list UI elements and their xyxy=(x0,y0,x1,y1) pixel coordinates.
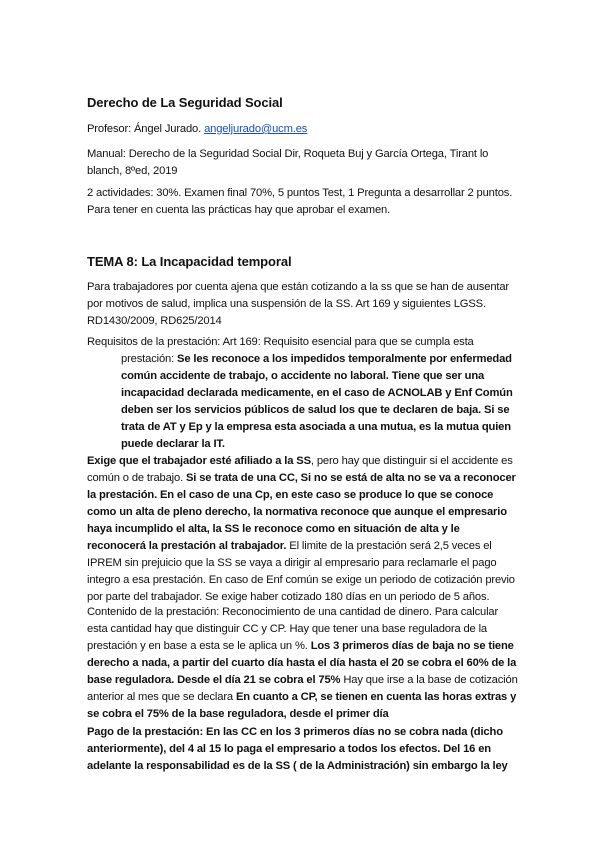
requisitos-bold: Se les reconoce a los impedidos temporalmente por enfermedad común accidente de trabajo, o accidente no laboral. Tiene que ser una incapacidad declarada medicamente, en el caso de ACNOLAB y Enf Común deben ser los servicios públicos de salud los que te declaren de baja. Si se trata de AT y Ep y la empresa esta asociada a una mutua, es la mutua quien puede declarar la IT. xyxy=(121,353,513,450)
exige-bold-2: Si se trata de una CC, Si no se está de alta no se va a reconocer la prestación. En el caso de una Cp, en este caso se produce lo que se conoce como un alta de pleno derecho, la normativa reconoce que aunque el empresario haya incumplido el alta, la SS le reconoce como en situación de alta y le reconocerá la prestación al trabajador. xyxy=(87,472,516,552)
requisitos-paragraph xyxy=(87,334,519,453)
tema-heading: TEMA 8: La Incapacidad temporal xyxy=(87,254,292,269)
requisitos-body xyxy=(87,351,519,453)
exige-normal-1: , pero hay que distinguir si el accidente es común o de trabajo. xyxy=(87,455,513,484)
pago-paragraph xyxy=(87,724,519,775)
contenido-bold-2: En cuanto a CP, se tienen en cuenta las horas extras y se cobra el 75% de la base reguladora, desde el primer día xyxy=(87,691,517,720)
pago-bold: Pago de la prestación: En las CC en los 3 primeros días no se cobra nada (dicho anteriormente), del 4 al 15 lo paga el empresario a todos los efectos. Del 16 en adelante la responsabilidad es de la SS ( de la Administración) sin embargo la ley xyxy=(87,726,508,772)
profesor-label: Profesor: Ángel Jurado. xyxy=(87,123,202,135)
evaluacion-paragraph: 2 actividades: 30%. Examen final 70%, 5 puntos Test, 1 Pregunta a desarrollar 2 puntos. Para tener en cuenta las prácticas hay que aprobar el examen. xyxy=(87,187,513,216)
manual-paragraph: Manual: Derecho de la Seguridad Social Dir, Roqueta Buj y García Ortega, Tirant lo blanch, 8ºed, 2019 xyxy=(87,148,489,177)
contenido-normal-2: Hay que irse a la base de cotización anterior al mes que se declara xyxy=(87,674,518,703)
email-link[interactable]: angeljurado@ucm.es xyxy=(204,123,308,135)
profesor-line xyxy=(87,121,519,138)
exige-bold-1: Exige que el trabajador esté afiliado a la SS xyxy=(87,455,311,467)
contenido-bold-1: Los 3 primeros días de baja no se tiene derecho a nada, a partir del cuarto día hasta el día hasta el 20 se cobra el 60% de la base reguladora. Desde el día 21 se cobra el 75% xyxy=(87,640,517,686)
exige-normal-2: El limite de la prestación será 2,5 veces el IPREM sin prejuicio que la SS se vaya a dirigir al empresario para reclamarle el pago integro a esa prestación. En caso de Enf común se exige un periodo de cotización previo por parte del trabajador. Se exige haber cotizado 180 días en un periodo de 5 años. xyxy=(87,540,515,603)
document-title: Derecho de La Seguridad Social xyxy=(87,95,283,110)
contenido-normal-1: Contenido de la prestación: Reconocimiento de una cantidad de dinero. Para calcular esta cantidad hay que distinguir CC y CP. Hay que tener una base reguladora de la prestación y en base a esta se le aplica un %. xyxy=(87,606,499,652)
requisitos-normal: prestación: xyxy=(121,353,178,365)
exige-paragraph xyxy=(87,453,519,606)
requisitos-first-line: Requisitos de la prestación: Art 169: Requisito esencial para que se cumpla esta xyxy=(87,336,474,348)
intro-paragraph: Para trabajadores por cuenta ajena que están cotizando a la ss que se han de ausentar por motivos de salud, implica una suspensión de la SS. Art 169 y siguientes LGSS. RD1430/2009, RD625/2014 xyxy=(87,281,510,327)
contenido-paragraph xyxy=(87,604,519,723)
